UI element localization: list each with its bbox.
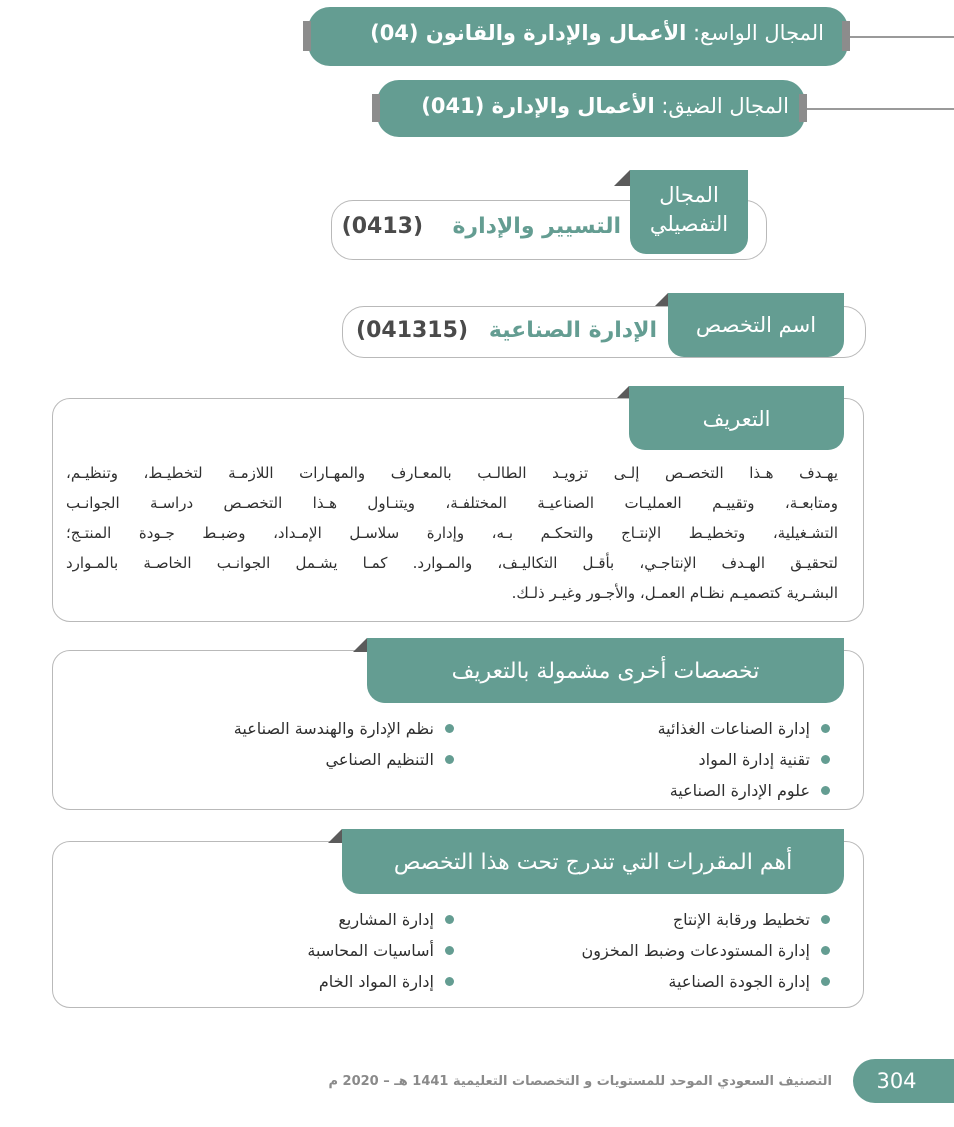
list-item: إدارة المشاريع bbox=[307, 904, 454, 935]
definition-heading: التعريف bbox=[702, 407, 771, 431]
list-item: إدارة المستودعات وضبط المخزون bbox=[582, 935, 830, 966]
list-item: التنظيم الصناعي bbox=[234, 744, 454, 775]
detailed-field-tab bbox=[630, 170, 748, 254]
broad-field-left-notch bbox=[303, 21, 311, 51]
key-courses-fold bbox=[328, 829, 342, 843]
narrow-field-value: الأعمال والإدارة (041) bbox=[421, 94, 655, 118]
specialization-code: (041315) bbox=[356, 318, 468, 343]
narrow-field-text bbox=[421, 94, 789, 118]
detailed-field-value: التسيير والإدارة bbox=[452, 214, 621, 239]
list-item: علوم الإدارة الصناعية bbox=[658, 775, 830, 806]
list-item: إدارة المواد الخام bbox=[307, 966, 454, 997]
list-item: نظم الإدارة والهندسة الصناعية bbox=[234, 713, 454, 744]
definition-line: ومتابعـة، وتقييـم العمليـات الصناعيـة المختلفـة، ويتنـاول هـذا التخصـص دراسـة الجوانـب bbox=[66, 494, 838, 512]
narrow-field-right-notch bbox=[799, 94, 807, 122]
page-number: 304 bbox=[876, 1069, 917, 1093]
related-specializations-heading: تخصصات أخرى مشمولة بالتعريف bbox=[451, 659, 760, 684]
detailed-field-label-line2: التفصيلي bbox=[649, 212, 729, 236]
list-item: تقنية إدارة المواد bbox=[658, 744, 830, 775]
related-specializations-left-list bbox=[234, 713, 454, 775]
related-specializations-fold bbox=[353, 638, 367, 652]
definition-line: البشـرية كتصميـم نظـام العمـل، والأجـور وغيـر ذلـك. bbox=[511, 584, 838, 602]
definition-line: يهـدف هـذا التخصـص إلـى تزويـد الطالـب بالمعـارف والمهـارات اللازمـة لتخطيـط، وتنظيـم، bbox=[66, 464, 838, 482]
key-courses-left-list bbox=[307, 904, 454, 997]
list-item: إدارة الجودة الصناعية bbox=[582, 966, 830, 997]
key-courses-heading: أهم المقررات التي تندرج تحت هذا التخصص bbox=[393, 850, 793, 875]
broad-field-value: الأعمال والإدارة والقانون (04) bbox=[370, 21, 687, 45]
detailed-field-fold bbox=[614, 170, 630, 186]
key-courses-tab bbox=[342, 829, 844, 894]
definition-tab bbox=[629, 386, 844, 450]
definition-body bbox=[66, 458, 838, 608]
specialization-label: اسم التخصص bbox=[695, 313, 817, 337]
broad-field-connector bbox=[842, 36, 954, 38]
footer-text: التصنيف السعودي الموحد للمستويات و التخصصات التعليمية 1441 هـ – 2020 م bbox=[328, 1074, 832, 1089]
related-specializations-tab bbox=[367, 638, 844, 703]
narrow-field-label: المجال الضيق: bbox=[661, 94, 789, 118]
key-courses-right-list bbox=[582, 904, 830, 997]
specialization-value: الإدارة الصناعية bbox=[488, 318, 657, 343]
definition-fold bbox=[617, 386, 629, 398]
broad-field-text bbox=[370, 21, 824, 45]
broad-field-label: المجال الواسع: bbox=[692, 21, 824, 45]
specialization-fold bbox=[655, 293, 668, 306]
page-number-tab bbox=[853, 1059, 954, 1103]
detailed-field-code: (0413) bbox=[341, 214, 423, 239]
specialization-tab bbox=[668, 293, 844, 357]
list-item: أساسيات المحاسبة bbox=[307, 935, 454, 966]
definition-line: لتحقيـق الهـدف الإنتاجـي، بأقـل التكاليـف، والمـوارد. كمـا يشـمل الجوانـب الخاصـة بالمـوارد bbox=[66, 554, 838, 572]
detailed-field-label-line1: المجال bbox=[659, 183, 719, 207]
list-item: إدارة الصناعات الغذائية bbox=[658, 713, 830, 744]
list-item: تخطيط ورقابة الإنتاج bbox=[582, 904, 830, 935]
definition-line: التشـغيلية، وتخطيـط الإنتـاج والتحكـم بـه، وإدارة سلاسـل الإمـداد، وضبـط جـودة المنتـج؛ bbox=[66, 524, 838, 542]
broad-field-right-notch bbox=[842, 21, 850, 51]
narrow-field-left-notch bbox=[372, 94, 380, 122]
related-specializations-right-list bbox=[658, 713, 830, 806]
narrow-field-connector bbox=[806, 108, 954, 110]
